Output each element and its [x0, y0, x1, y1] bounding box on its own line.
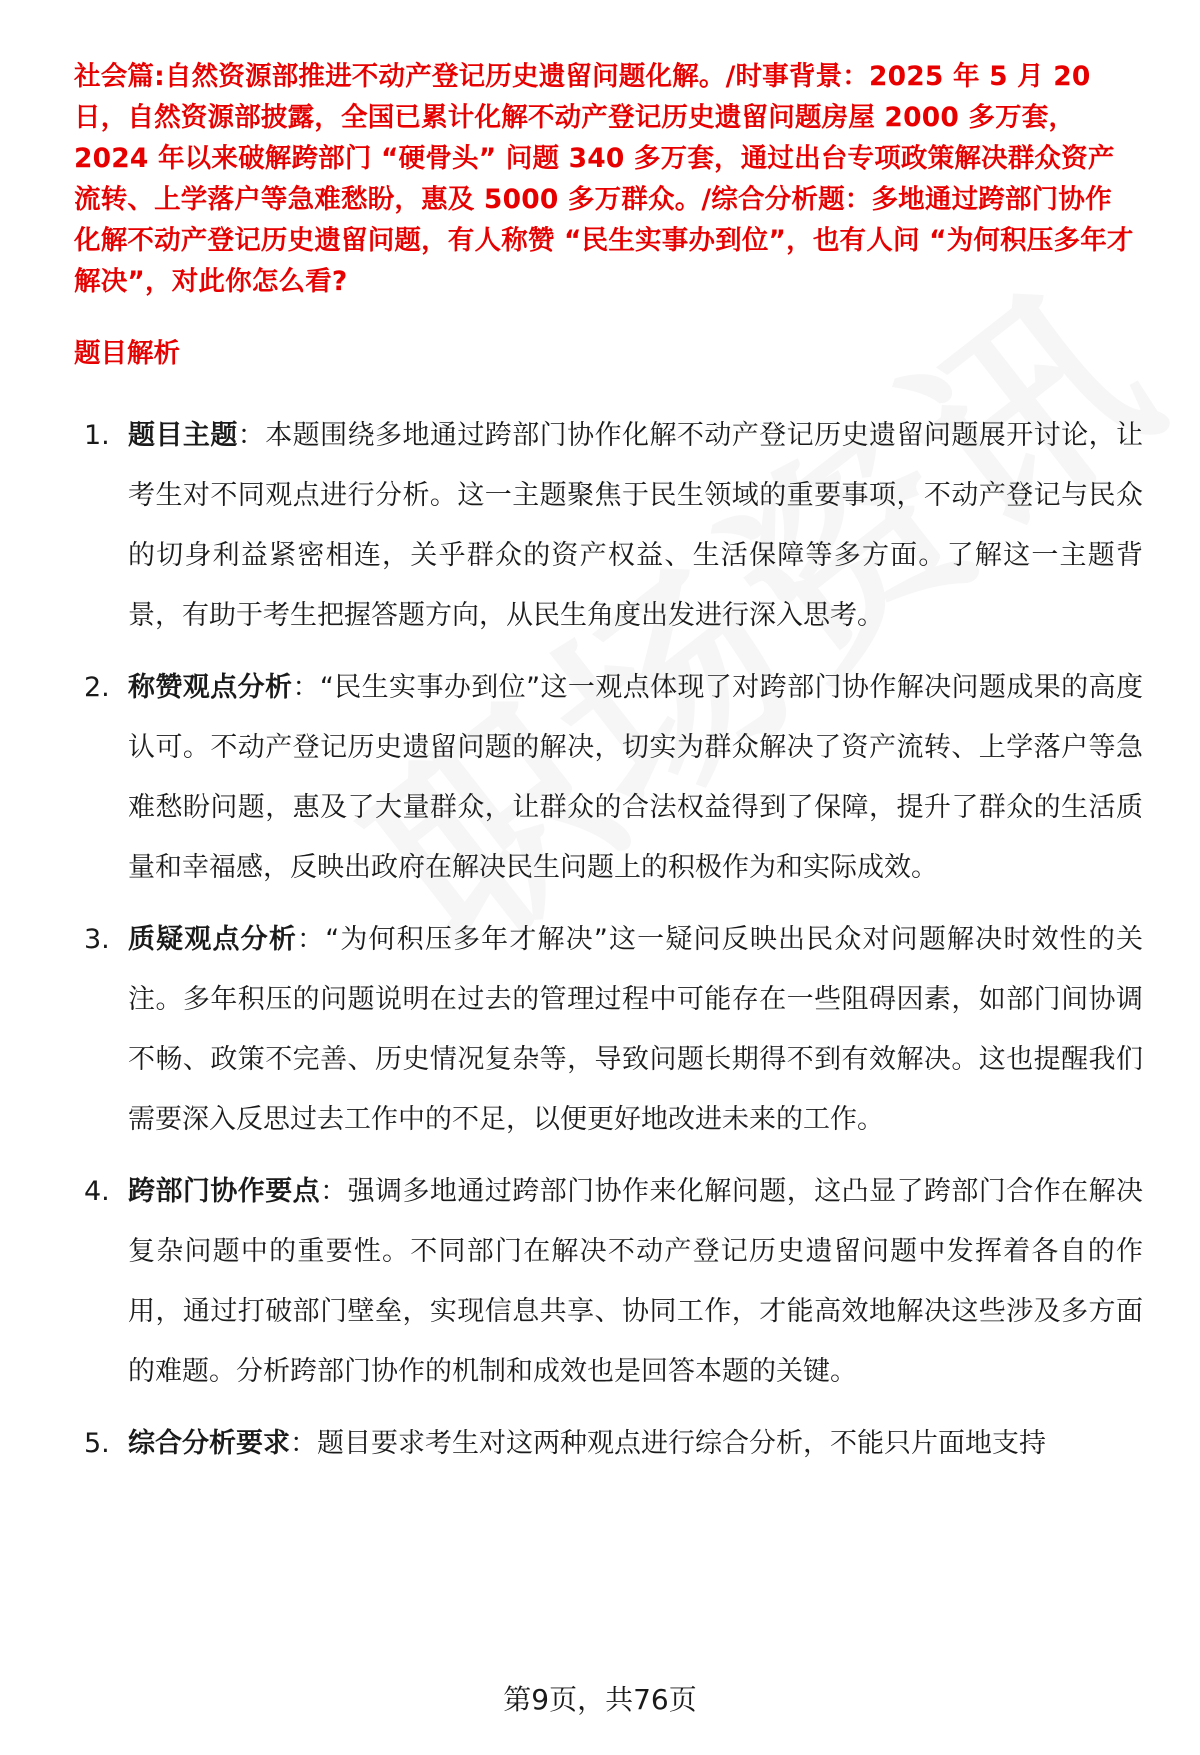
list-item: [0, 910, 1200, 1150]
item-text: 强调多地通过跨部门协作来化解问题，这凸显了跨部门合作在解决复杂问题中的重要性。不同部门在解决不动产登记历史遗留问题中发挥着各自的作用，通过打破部门壁垒，实现信息共享、协同工作，才能高效地解决这些涉及多方面的难题。分析跨部门协作的机制和成效也是回答本题的关键。: [128, 1176, 1144, 1387]
item-label: 题目主题: [128, 420, 238, 451]
item-number: 5.: [84, 1428, 110, 1459]
analysis-list: [0, 406, 1200, 1486]
item-separator: ：: [237, 420, 266, 451]
list-item: [0, 658, 1200, 898]
item-separator: ：: [320, 1176, 348, 1207]
list-item: [0, 1162, 1200, 1402]
item-body: [128, 658, 1143, 898]
page-footer: 第9页，共76页: [503, 1683, 697, 1716]
list-item: [0, 1414, 1200, 1474]
item-separator: ：: [290, 1428, 317, 1459]
item-text: “民生实事办到位”这一观点体现了对跨部门协作解决问题成果的高度认可。不动产登记历史遗留问题的解决，切实为群众解决了资产流转、上学落户等急难愁盼问题，惠及了大量群众，让群众的合法权益得到了保障，提升了群众的生活质量和幸福感，反映出政府在解决民生问题上的积极作为和实际成效。: [128, 672, 1143, 883]
item-text: 题目要求考生对这两种观点进行综合分析，不能只片面地支持: [317, 1428, 1046, 1459]
item-label: 质疑观点分析: [128, 924, 298, 955]
item-body: [128, 1414, 1143, 1474]
item-text: 本题围绕多地通过跨部门协作化解不动产登记历史遗留问题展开讨论，让考生对不同观点进行分析。这一主题聚焦于民生领域的重要事项，不动产登记与民众的切身利益紧密相连，关乎群众的资产权益、生活保障等多方面。了解这一主题背景，有助于考生把握答题方向，从民生角度出发进行深入思考。: [128, 420, 1144, 631]
item-separator: ：: [297, 924, 326, 955]
item-separator: ：: [292, 672, 320, 703]
item-text: “为何积压多年才解决”这一疑问反映出民众对问题解决时效性的关注。多年积压的问题说明在过去的管理过程中可能存在一些阻碍因素，如部门间协调不畅、政策不完善、历史情况复杂等，导致问题长期得不到有效解决。这也提醒我们需要深入反思过去工作中的不足，以便更好地改进未来的工作。: [128, 924, 1144, 1135]
item-number: 3.: [84, 924, 110, 955]
item-number: 2.: [84, 672, 110, 703]
item-body: [128, 1162, 1143, 1402]
item-label: 综合分析要求: [128, 1428, 290, 1459]
item-body: [128, 406, 1143, 646]
item-number: 4.: [84, 1176, 110, 1207]
question-text: 社会篇:自然资源部推进不动产登记历史遗留问题化解。/时事背景：2025 年 5 月 20 日，自然资源部披露，全国已累计化解不动产登记历史遗留问题房屋 2000 多万套，2024 年以来破解跨部门 “硬骨头” 问题 340 多万套，通过出台专项政策解决群众资产流转、上学落户等急难愁盼，惠及 5000 多万群众。/综合分析题：多地通过跨部门协作化解不动产登记历史遗留问题，有人称赞 “民生实事办到位”，也有人问 “为何积压多年才解决”，对此你怎么看?: [74, 61, 1134, 297]
item-label: 跨部门协作要点: [128, 1176, 321, 1207]
list-item: [0, 406, 1200, 646]
item-label: 称赞观点分析: [128, 672, 293, 703]
section-title: 题目解析: [74, 338, 180, 369]
item-number: 1.: [84, 420, 110, 451]
item-body: [128, 910, 1143, 1150]
